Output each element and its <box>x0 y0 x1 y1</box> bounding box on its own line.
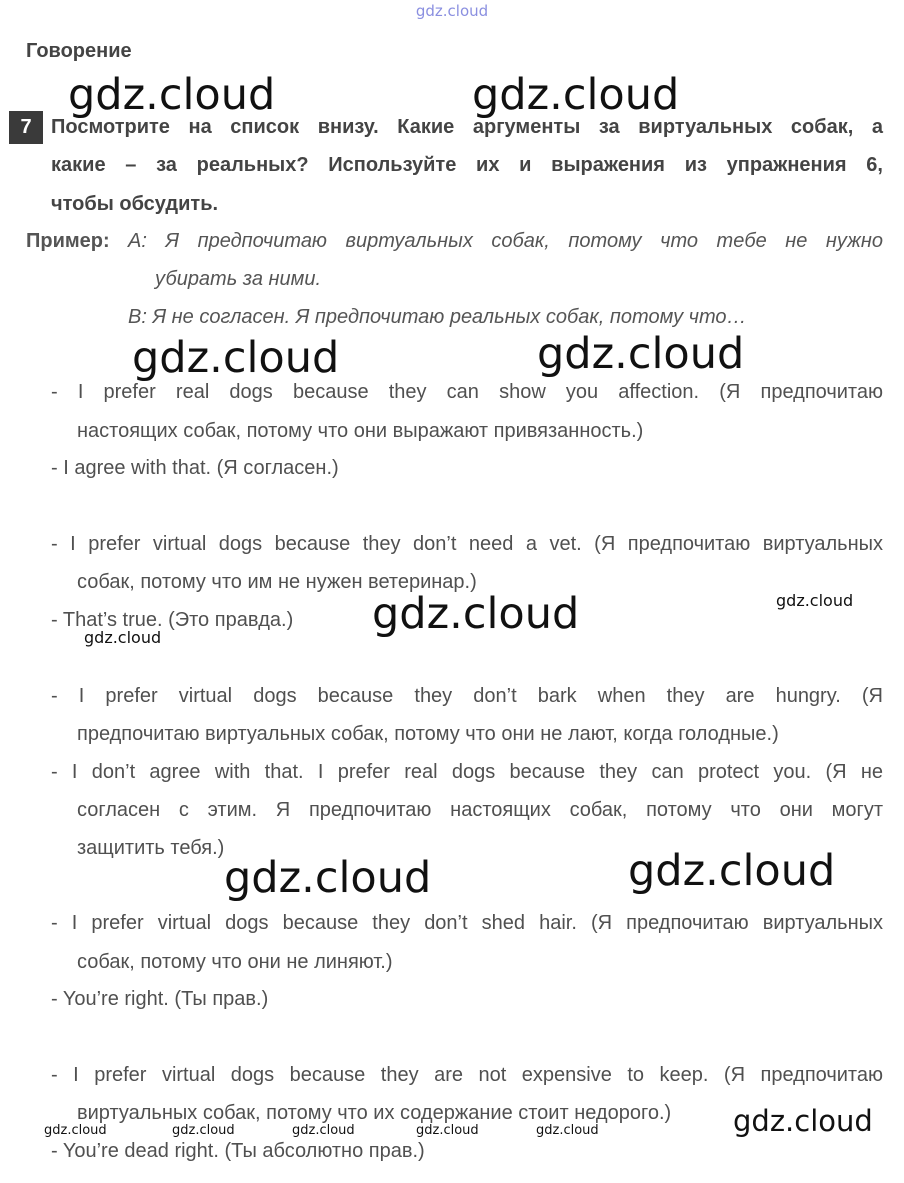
watermark: gdz.cloud <box>172 1123 235 1138</box>
dialogue-line: предпочитаю виртуальных собак, потому что они не лают, когда голодные.) <box>77 723 779 745</box>
watermark: gdz.cloud <box>84 628 162 647</box>
dialogue-line: защитить тебя.) <box>77 837 225 859</box>
task-instruction-line: какие – за реальных? Используйте их и выражения из упражнения 6, <box>51 154 883 176</box>
top-watermark: gdz.cloud <box>415 2 489 20</box>
dialogue-line: собак, потому что им не нужен ветеринар.) <box>77 571 477 593</box>
watermark: gdz.cloud <box>292 1123 355 1138</box>
example-line-a-continued: убирать за ними. <box>155 268 322 290</box>
dialogue-line: согласен с этим. Я предпочитаю настоящих собак, потому что они могут <box>77 799 883 821</box>
watermark: gdz.cloud <box>472 70 680 120</box>
watermark: gdz.cloud <box>416 1123 479 1138</box>
dialogue-line: - I prefer virtual dogs because they are not expensive to keep. (Я предпочитаю <box>51 1064 883 1086</box>
watermark: gdz.cloud <box>44 1123 107 1138</box>
dialogue-line: - You’re right. (Ты прав.) <box>51 988 269 1010</box>
section-title: Говорение <box>26 40 132 62</box>
task-instruction-line: чтобы обсудить. <box>51 193 219 215</box>
watermark: gdz.cloud <box>536 1123 599 1138</box>
watermark: gdz.cloud <box>224 853 432 903</box>
watermark: gdz.cloud <box>132 333 340 383</box>
dialogue-line: - I prefer real dogs because they can show you affection. (Я предпочитаю <box>51 381 883 403</box>
watermark: gdz.cloud <box>68 70 276 120</box>
example-label: Пример: <box>26 230 110 252</box>
dialogue-line: виртуальных собак, потому что их содержание стоит недорого.) <box>77 1102 672 1124</box>
dialogue-line: - I prefer virtual dogs because they don’t need a vet. (Я предпочитаю виртуальных <box>51 533 883 555</box>
watermark: gdz.cloud <box>372 589 580 639</box>
dialogue-line: - I agree with that. (Я согласен.) <box>51 457 339 479</box>
dialogue-line: - I prefer virtual dogs because they don’t bark when they are hungry. (Я <box>51 685 883 707</box>
watermark: gdz.cloud <box>733 1104 873 1138</box>
dialogue-line: - That’s true. (Это правда.) <box>51 609 294 631</box>
dialogue-line: собак, потому что они не линяют.) <box>77 951 393 973</box>
watermark: gdz.cloud <box>537 329 745 379</box>
dialogue-line: - I don’t agree with that. I prefer real dogs because they can protect you. (Я не <box>51 761 883 783</box>
task-number-badge: 7 <box>9 111 43 144</box>
example-line-b: B: Я не согласен. Я предпочитаю реальных собак, потому что… <box>128 306 747 328</box>
dialogue-line: - You’re dead right. (Ты абсолютно прав.) <box>51 1140 425 1162</box>
watermark: gdz.cloud <box>628 846 836 896</box>
task-instruction-line: Посмотрите на список внизу. Какие аргументы за виртуальных собак, а <box>51 116 883 138</box>
example-line-a: A: Я предпочитаю виртуальных собак, потому что тебе не нужно <box>128 230 883 252</box>
watermark: gdz.cloud <box>776 591 854 610</box>
dialogue-line: - I prefer virtual dogs because they don’t shed hair. (Я предпочитаю виртуальных <box>51 912 883 934</box>
dialogue-line: настоящих собак, потому что они выражают привязанность.) <box>77 420 644 442</box>
